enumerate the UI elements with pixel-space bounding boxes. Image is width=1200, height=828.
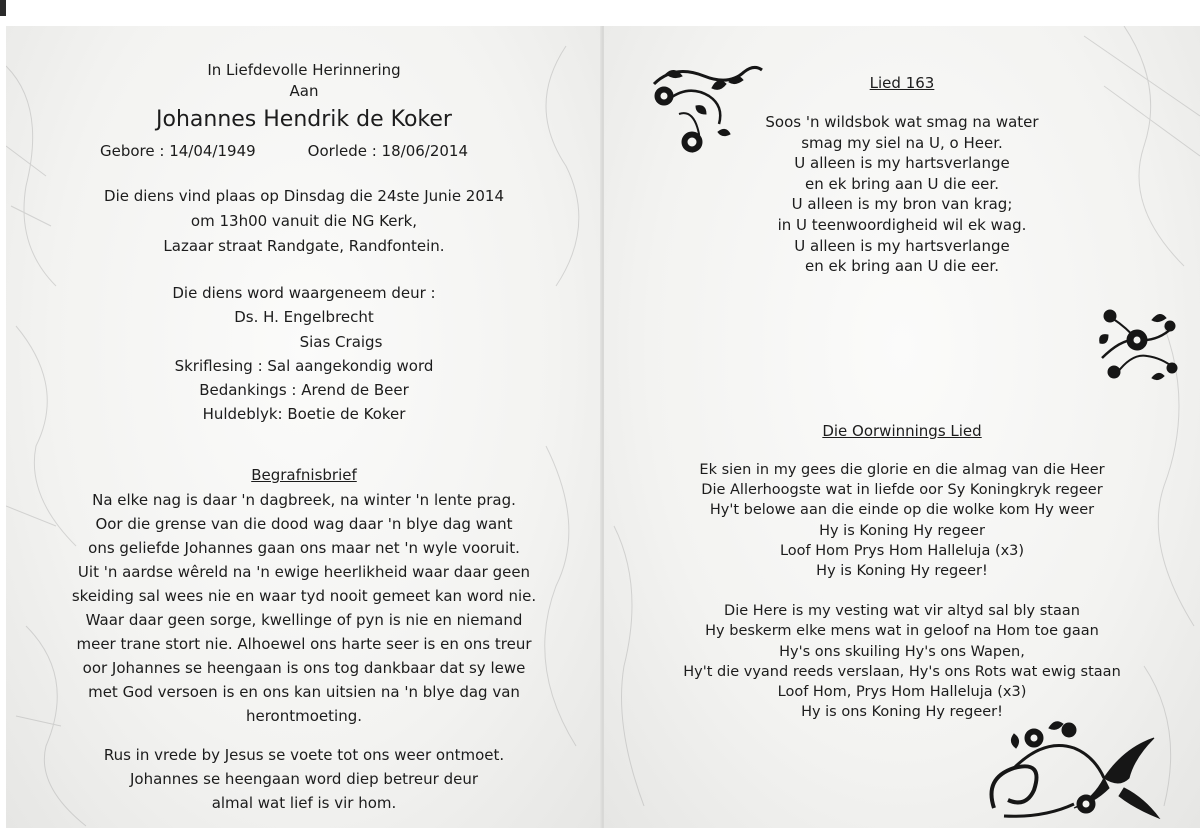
letter-line: Oor die grense van die dood wag daar 'n blye dag want (95, 515, 513, 533)
officiant-line: Huldeblyk: Boetie de Koker (202, 405, 406, 424)
letter-line: Na elke nag is daar 'n dagbreek, na winter 'n lente prag. (92, 491, 516, 509)
service-line: Die diens vind plaas op Dinsdag die 24ste Junie 2014 (104, 187, 504, 205)
letter-line: met God versoen is en ons kan uitsien na 'n blye dag van (88, 683, 520, 701)
lyric-line: Hy is Koning Hy regeer (819, 522, 985, 539)
left-page (6, 26, 602, 828)
letter-line: oor Johannes se heengaan is ons tog dankbaar dat sy lewe (82, 659, 526, 677)
lyric-line: Ek sien in my gees die glorie en die almag van die Heer (699, 462, 1105, 478)
service-line: Lazaar straat Randgate, Randfontein. (163, 237, 445, 255)
letter-title (6, 466, 602, 484)
lyric-line: Soos 'n wildsbok wat smag na water (765, 113, 1039, 131)
right-page (604, 26, 1200, 828)
lyric-line: Hy is ons Koning Hy regeer! (801, 704, 1003, 721)
lyric-line: U alleen is my hartsverlange (794, 236, 1010, 255)
officiant-line: Sias Craigs (299, 332, 383, 351)
lyric-line: Die Here is my vesting wat vir altyd sal bly staan (724, 603, 1080, 620)
letter-line: Uit 'n aardse wêreld na 'n ewige heerlikheid waar daar geen (77, 563, 531, 581)
heading-line-2: Aan (289, 82, 319, 100)
lyric-line: Die Allerhoogste wat in liefde oor Sy Koningkryk regeer (701, 482, 1103, 499)
closing-line: almal wat lief is vir hom. (211, 794, 397, 812)
lyric-line: Loof Hom, Prys Hom Halleluja (x3) (777, 684, 1027, 701)
funeral-letter (6, 488, 602, 728)
scan-top-edge (0, 0, 1200, 16)
closing-line: Rus in vrede by Jesus se voete tot ons weer ontmoet. (103, 746, 505, 764)
lyric-line: Hy is Koning Hy regeer! (816, 563, 988, 580)
floral-spray-icon (1092, 298, 1182, 383)
lyric-line: U alleen is my hartsverlange (794, 154, 1010, 173)
memorial-heading (6, 60, 602, 102)
letter-line: meer trane stort nie. Alhoewel ons harte seer is en ons treur (76, 635, 532, 653)
letter-line: ons geliefde Johannes gaan ons maar net 'n wyle vooruit. (88, 539, 520, 557)
service-line: om 13h00 vanuit die NG Kerk, (190, 212, 418, 230)
officiant-line: Ds. H. Engelbrecht (234, 308, 374, 327)
bird-flourish-icon (974, 708, 1164, 828)
service-details (6, 184, 602, 259)
lyric-line: Hy't die vyand reeds verslaan, Hy's ons Rots wat ewig staan (683, 663, 1121, 680)
closing-line: Johannes se heengaan word diep betreur deur (130, 770, 478, 788)
letter-title-text: Begrafnisbrief (251, 466, 357, 484)
letter-line: herontmoeting. (245, 707, 362, 725)
song1-title (604, 74, 1200, 92)
song2-lyrics (604, 460, 1200, 722)
lyric-line: en ek bring aan U die eer. (805, 174, 999, 193)
birth-date: Gebore : 14/04/1949 (100, 142, 256, 160)
lyric-line: smag my siel na U, o Heer. (801, 133, 1003, 152)
officiants-intro: Die diens word waargeneem deur : (172, 284, 436, 302)
heading-line-1: In Liefdevolle Herinnering (207, 61, 401, 79)
lyric-line: U alleen is my bron van krag; (791, 195, 1013, 214)
song1-lyrics (604, 112, 1200, 277)
song2-title (604, 422, 1200, 440)
deceased-name: Johannes Hendrik de Koker (156, 107, 452, 132)
song1-title-text: Lied 163 (869, 74, 935, 92)
life-dates (100, 142, 468, 160)
letter-line: skeiding sal wees nie en waar tyd nooit gemeet kan word nie. (71, 587, 537, 605)
officiants-list (6, 281, 602, 427)
lyric-line: Hy's ons skuiling Hy's ons Wapen, (779, 643, 1025, 660)
letter-line: Waar daar geen sorge, kwellinge of pyn is nie en niemand (85, 611, 523, 629)
death-date: Oorlede : 18/06/2014 (307, 142, 469, 160)
closing-words (6, 743, 602, 815)
lyric-line: in U teenwoordigheid wil ek wag. (777, 215, 1027, 234)
lyric-line: Hy't belowe aan die einde op die wolke kom Hy weer (709, 502, 1095, 519)
officiant-line: Skriflesing : Sal aangekondig word (174, 356, 434, 375)
lyric-line: Hy beskerm elke mens wat in geloof na Hom toe gaan (705, 623, 1099, 640)
officiant-line: Bedankings : Arend de Beer (199, 381, 409, 400)
song2-title-text: Die Oorwinnings Lied (822, 422, 982, 440)
lyric-line: Loof Hom Prys Hom Halleluja (x3) (779, 542, 1025, 559)
lyric-line: en ek bring aan U die eer. (805, 257, 999, 276)
